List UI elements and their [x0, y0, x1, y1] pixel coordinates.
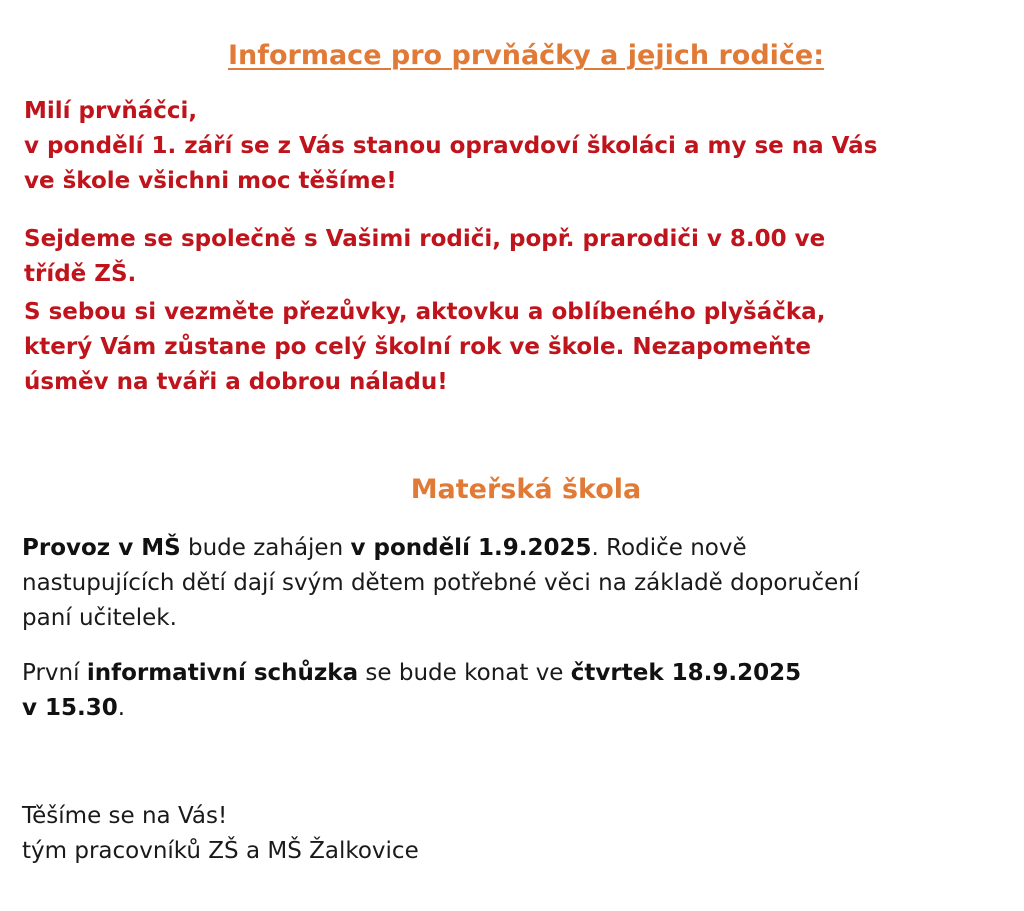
kindergarten-meeting-time: v 15.30: [22, 695, 118, 721]
kindergarten-meeting-line-2: [22, 691, 1002, 726]
kindergarten-meeting-paragraph: [22, 656, 1002, 726]
kindergarten-start-paragraph: [22, 531, 1002, 636]
kindergarten-start-text: bude zahájen: [180, 535, 351, 561]
announcement-meeting-paragraph: [24, 222, 1014, 292]
kindergarten-start-tail: . Rodiče nově: [591, 535, 747, 561]
announcement-meeting-line-2: třídě ZŠ.: [24, 261, 137, 287]
announcement-line-1: v pondělí 1. září se z Vás stanou opravdoví školáci a my se na Vás: [24, 133, 878, 159]
kindergarten-heading: Mateřská škola: [410, 474, 642, 505]
kindergarten-meeting-intro: První: [22, 660, 87, 686]
kindergarten-meeting-text: se bude konat ve: [358, 660, 571, 686]
announcement-greeting-paragraph: [24, 94, 1014, 199]
kindergarten-start-bold: Provoz v MŠ: [22, 535, 181, 561]
announcement-bring-line-3: úsměv na tváři a dobrou náladu!: [24, 369, 448, 395]
page-title: Informace pro prvňáčky a jejich rodiče:: [227, 40, 825, 71]
announcement-meeting-line-1: Sejdeme se společně s Vašimi rodiči, popř. prarodiči v 8.00 ve: [24, 226, 826, 252]
closing-line-2: tým pracovníků ZŠ a MŠ Žalkovice: [22, 838, 419, 864]
announcement-greeting: Milí prvňáčci,: [24, 98, 198, 124]
kindergarten-meeting-end: .: [117, 695, 126, 721]
announcement-bring-paragraph: [24, 295, 1014, 400]
closing-line-1: Těšíme se na Vás!: [22, 803, 228, 829]
announcement-bring-line-2: který Vám zůstane po celý školní rok ve škole. Nezapomeňte: [24, 334, 811, 360]
kindergarten-meeting-bold: informativní schůzka: [86, 660, 359, 686]
kindergarten-start-line-1: [22, 531, 1002, 566]
kindergarten-meeting-date: čtvrtek 18.9.2025: [570, 660, 802, 686]
announcement-line-2: ve škole všichni moc těšíme!: [24, 168, 397, 194]
closing-paragraph: [22, 799, 1002, 869]
kindergarten-start-date: v pondělí 1.9.2025: [350, 535, 592, 561]
kindergarten-meeting-line-1: [22, 656, 1002, 691]
kindergarten-start-line-2: nastupujících dětí dají svým dětem potřebné věci na základě doporučení: [22, 570, 860, 596]
kindergarten-start-line-3: paní učitelek.: [22, 605, 177, 631]
announcement-bring-line-1: S sebou si vezměte přezůvky, aktovku a oblíbeného plyšáčka,: [24, 299, 826, 325]
